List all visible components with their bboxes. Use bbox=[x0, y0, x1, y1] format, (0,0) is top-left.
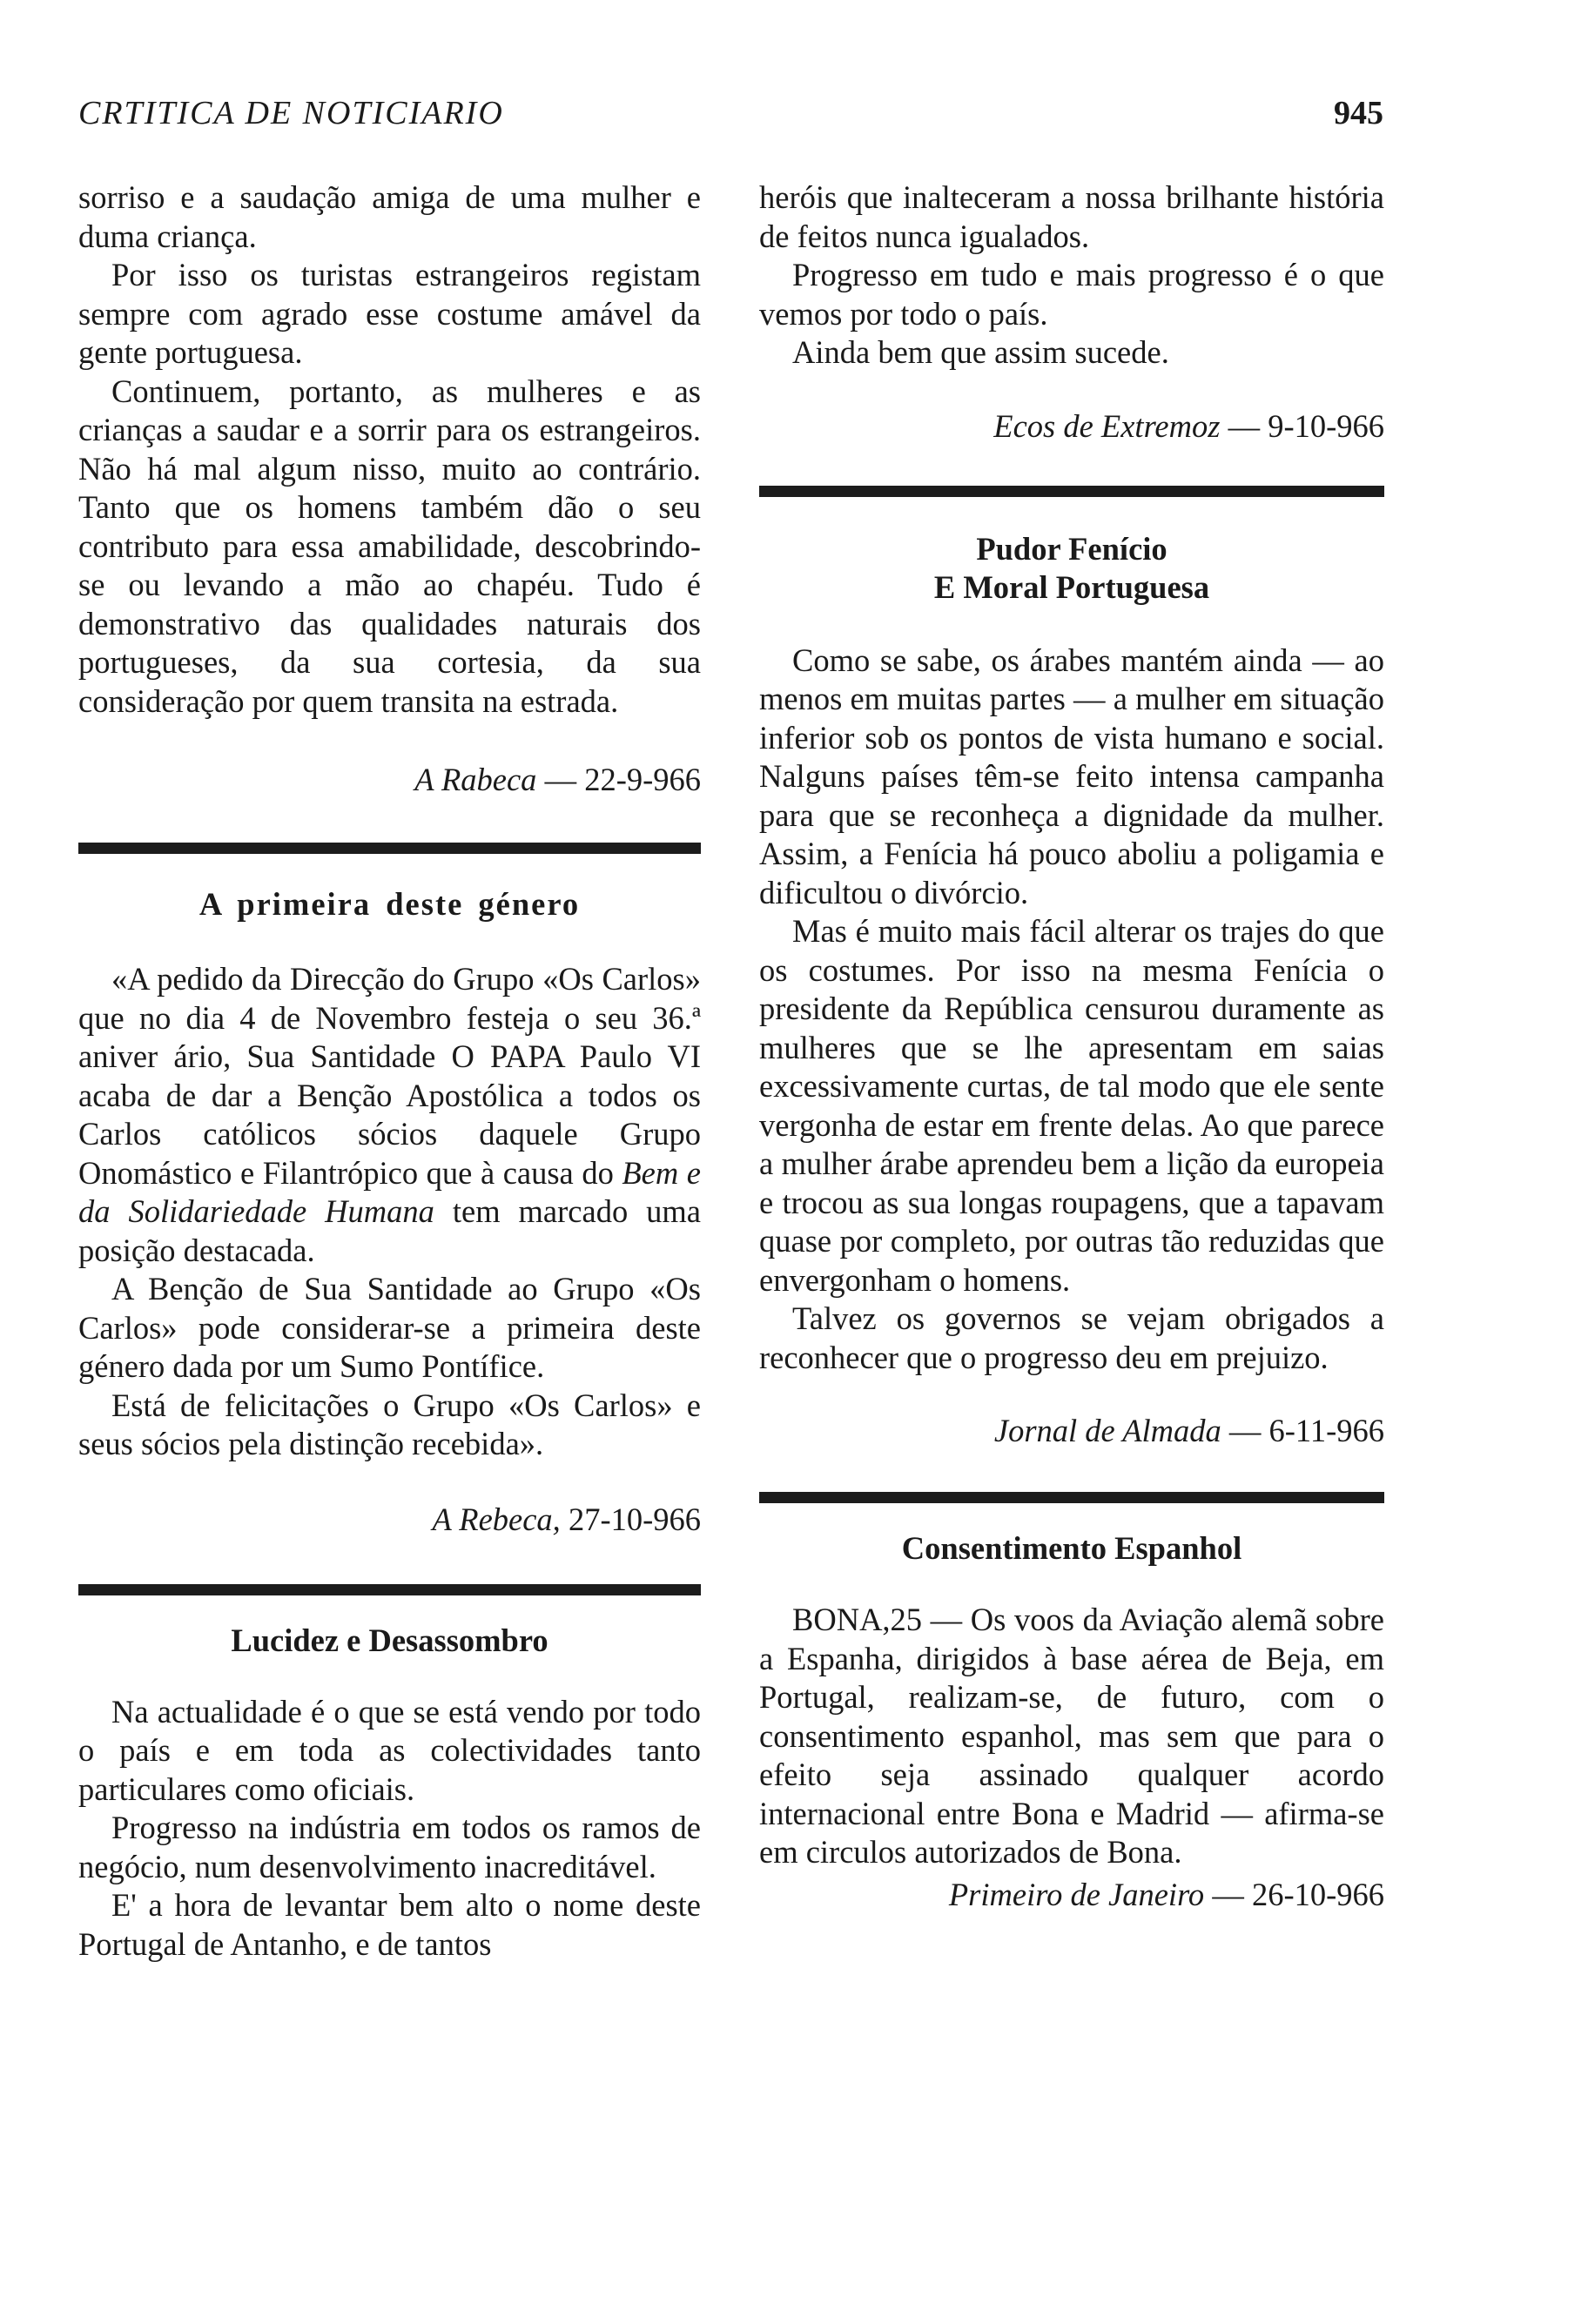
article-title: Consentimento Espanhol bbox=[901, 1530, 1242, 1566]
section-divider bbox=[759, 486, 1384, 497]
article-body bbox=[759, 1601, 1384, 1872]
source-publication: Jornal de Almada bbox=[993, 1413, 1221, 1448]
paragraph: A Benção de Sua Santidade ao Grupo «Os Carlos» pode considerar-se a primeira deste género dada por um Sumo Pontífice. bbox=[78, 1271, 701, 1384]
source-publication: Ecos de Extremoz bbox=[993, 407, 1221, 444]
source-citation bbox=[759, 1876, 1384, 1914]
paragraph: Ainda bem que assim sucede. bbox=[792, 334, 1169, 370]
paragraph: Mas é muito mais fácil alterar os trajes do que os costumes. Por isso na mesma Fenícia o presidente da República censurou duramente as mulheres que se lhe apresentam em saias excessivamente curtas, de tal modo que ele sente vergonha de estar em frente delas. Ao que parece a mulher árabe aprendeu bem a lição da europeia e trocou as sua longas roupagens, que a tapavam quase por completo, por outras tão reduzidas que envergonham o homens. bbox=[759, 913, 1384, 1298]
paragraph: E' a hora de levantar bem alto o nome deste Portugal de Antanho, e de tantos bbox=[78, 1887, 701, 1962]
paragraph: Como se sabe, os árabes mantém ainda — ao menos em muitas partes — a mulher em situação inferior sob os pontos de vista humano e social. Nalguns países têm-se feito intensa campanha para que se reconheça a dignidade da mulher. Assim, a Fenícia há pouco aboliu a poligamia e dificultou o divórcio. bbox=[759, 641, 1384, 910]
right-column bbox=[759, 178, 1384, 1914]
source-date: — 9-10-966 bbox=[1220, 407, 1384, 444]
section-divider bbox=[759, 1492, 1384, 1503]
paragraph: Progresso em tudo e mais progresso é o que vemos por todo o país. bbox=[759, 257, 1384, 332]
source-date: — 6-11-966 bbox=[1221, 1413, 1384, 1448]
article-body bbox=[78, 960, 701, 1464]
source-date: — 22-9-966 bbox=[536, 762, 701, 797]
article-title: A primeira deste género bbox=[198, 886, 581, 922]
section-divider bbox=[78, 843, 701, 854]
paragraph: Progresso na indústria em todos os ramos de negócio, num desenvolvimento inacreditável. bbox=[78, 1810, 701, 1884]
article-title: Lucidez e Desassombro bbox=[231, 1622, 548, 1658]
page-header bbox=[78, 94, 1383, 146]
paragraph: BONA,25 — Os voos da Aviação alemã sobre a Espanha, dirigidos à base aérea de Beja, em Portugal, realizam-se, de futuro, com o consentimento espanhol, mas sem que para o efeito seja assinado qualquer acordo internacional entre Bona e Madrid — afirma-se em circulos autorizados de Bona. bbox=[759, 1602, 1384, 1870]
source-citation bbox=[759, 1412, 1384, 1450]
paragraph: Por isso os turistas estrangeiros registam sempre com agrado esse costume amável da gente portuguesa. bbox=[78, 257, 701, 370]
source-citation bbox=[78, 1501, 701, 1539]
paragraph: sorriso e a saudação amiga de uma mulher e duma criança. bbox=[78, 179, 701, 254]
paragraph: Continuem, portanto, as mulheres e as crianças a saudar e a sorrir para os estrangeiros. Não há mal algum nisso, muito ao contrário. Tanto que os homens também dão o seu contributo para essa amabilidade, descobrindo-se ou levando a mão ao chapéu. Tudo é demonstrativo das qualidades naturais dos portugueses, da sua cortesia, da sua consideração por quem transita na estrada. bbox=[78, 373, 701, 719]
article-body bbox=[78, 1693, 701, 1965]
source-citation bbox=[78, 761, 701, 799]
italic-phrase: Bem e da Solidariedade Humana bbox=[78, 1154, 701, 1229]
article-title: Pudor Fenício bbox=[976, 530, 1167, 567]
source-date: 27-10-966 bbox=[560, 1501, 701, 1537]
source-publication: A Rebeca, bbox=[432, 1501, 561, 1537]
source-date: — 26-10-966 bbox=[1204, 1876, 1384, 1912]
source-publication: Primeiro de Janeiro bbox=[948, 1876, 1205, 1912]
paragraph: heróis que inalteceram a nossa brilhante história de feitos nunca igualados. bbox=[759, 179, 1384, 254]
paragraph: Talvez os governos se vejam obrigados a reconhecer que o progresso deu em prejuizo. bbox=[759, 1300, 1384, 1375]
article-subtitle: E Moral Portuguesa bbox=[933, 568, 1210, 605]
page-number: 945 bbox=[1334, 95, 1383, 131]
paragraph: Está de felicitações o Grupo «Os Carlos» e seus sócios pela distinção recebida». bbox=[78, 1387, 701, 1461]
running-head: CRTITICA DE NOTICIARIO bbox=[78, 95, 504, 131]
article-title-block bbox=[759, 530, 1384, 607]
paragraph: «A pedido da Direcção do Grupo «Os Carlos» que no dia 4 de Novembro festeja o seu 36.ª aniver ário, Sua Santidade O PAPA Paulo VI acaba de dar a Benção Apostólica a todos os Carlos católicos sócios daquele Grupo Onomástico e Filantrópico que à causa do Bem e da Solidariedade Humana tem marcado uma posição destacada. bbox=[78, 961, 701, 1268]
source-citation bbox=[759, 407, 1384, 446]
left-column bbox=[78, 178, 701, 1964]
section-divider bbox=[78, 1584, 701, 1595]
article-body bbox=[759, 641, 1384, 1378]
paragraph: Na actualidade é o que se está vendo por todo o país e em toda as colectividades tanto particulares como oficiais. bbox=[78, 1693, 701, 1807]
source-publication: A Rabeca bbox=[414, 762, 537, 797]
